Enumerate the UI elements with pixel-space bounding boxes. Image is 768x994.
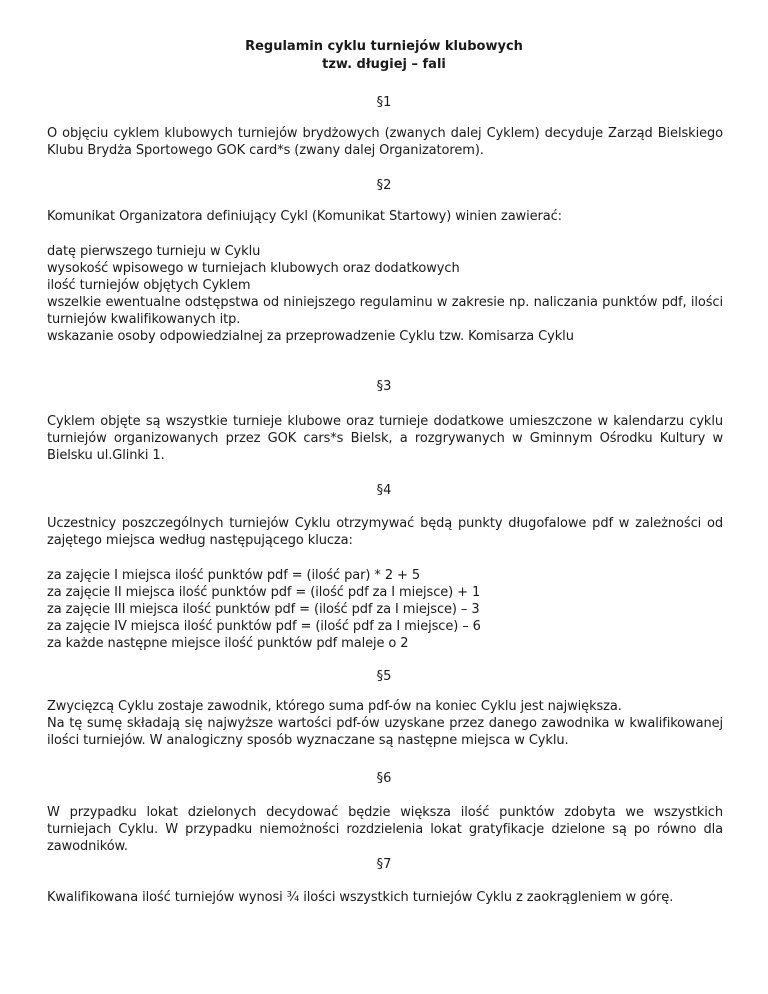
list-item: za zajęcie II miejsca ilość punktów pdf = (ilość pdf za I miejsce) + 1 xyxy=(47,585,481,600)
section-3-paragraph: Cyklem objęte są wszystkie turnieje klubowe oraz turnieje dodatkowe umieszczone w kalendarzu cyklu turniejów organizowanych przez GOK cars*s Bielsk, a rozgrywanych w Gminnym Ośrodku Kultury w Bielsku ul.Glinki 1. xyxy=(47,414,723,463)
section-6-paragraph: W przypadku lokat dzielonych decydować będzie większa ilość punktów zdobyta we wszystkich turniejach Cyklu. W przypadku niemożności rozdzielenia lokat gratyfikacje dzielone są po równo dla zawodników. xyxy=(47,805,723,854)
list-item: za zajęcie IV miejsca ilość punktów pdf = (ilość pdf za I miejsce) – 6 xyxy=(47,619,481,634)
section-7-heading: §7 xyxy=(376,857,392,872)
section-4-paragraph: Uczestnicy poszczególnych turniejów Cyklu otrzymywać będą punkty długofalowe pdf w zależności od zajętego miejsca według następującego klucza: xyxy=(47,516,723,548)
section-5-paragraph-1: Zwycięzcą Cyklu zostaje zawodnik, którego suma pdf-ów na koniec Cyklu jest największa. xyxy=(47,699,622,714)
list-item: datę pierwszego turnieju w Cyklu xyxy=(47,244,261,259)
section-2-heading: §2 xyxy=(376,178,392,193)
list-item: ilość turniejów objętych Cyklem xyxy=(47,278,251,293)
section-1-heading: §1 xyxy=(376,95,392,110)
document-title-line-1: Regulamin cyklu turniejów klubowych xyxy=(245,39,523,54)
section-7-paragraph: Kwalifikowana ilość turniejów wynosi ¾ ilości wszystkich turniejów Cyklu z zaokrągleniem w górę. xyxy=(47,890,674,905)
list-item: za zajęcie III miejsca ilość punktów pdf = (ilość pdf za I miejsce) – 3 xyxy=(47,602,480,617)
section-3-heading: §3 xyxy=(376,379,392,394)
list-item: wszelkie ewentualne odstępstwa od niniejszego regulaminu w zakresie np. naliczania punktów pdf, ilości turniejów kwalifikowanych itp. xyxy=(47,295,723,327)
list-item: za zajęcie I miejsca ilość punktów pdf = (ilość par) * 2 + 5 xyxy=(47,568,421,583)
document-title-line-2: tzw. długiej – fali xyxy=(322,57,446,72)
section-4-list xyxy=(47,567,723,652)
section-2-paragraph: Komunikat Organizatora definiujący Cykl (Komunikat Startowy) winien zawierać: xyxy=(47,209,562,224)
section-5-heading: §5 xyxy=(376,669,392,684)
section-5-text xyxy=(47,698,723,749)
section-5-paragraph-2: Na tę sumę składają się najwyższe wartości pdf-ów uzyskane przez danego zawodnika w kwalifikowanej ilości turniejów. W analogiczny sposób wyznaczane są następne miejsca w Cyklu. xyxy=(47,716,723,748)
section-2-list xyxy=(47,243,723,345)
section-4-heading: §4 xyxy=(376,483,392,498)
list-item: wskazanie osoby odpowiedzialnej za przeprowadzenie Cyklu tzw. Komisarza Cyklu xyxy=(47,329,574,344)
section-1-paragraph: O objęciu cyklem klubowych turniejów brydżowych (zwanych dalej Cyklem) decyduje Zarząd Bielskiego Klubu Brydża Sportowego GOK card*s (zwany dalej Organizatorem). xyxy=(47,126,723,158)
list-item: za każde następne miejsce ilość punktów pdf maleje o 2 xyxy=(47,636,409,651)
section-6-heading: §6 xyxy=(376,771,392,786)
list-item: wysokość wpisowego w turniejach klubowych oraz dodatkowych xyxy=(47,261,460,276)
